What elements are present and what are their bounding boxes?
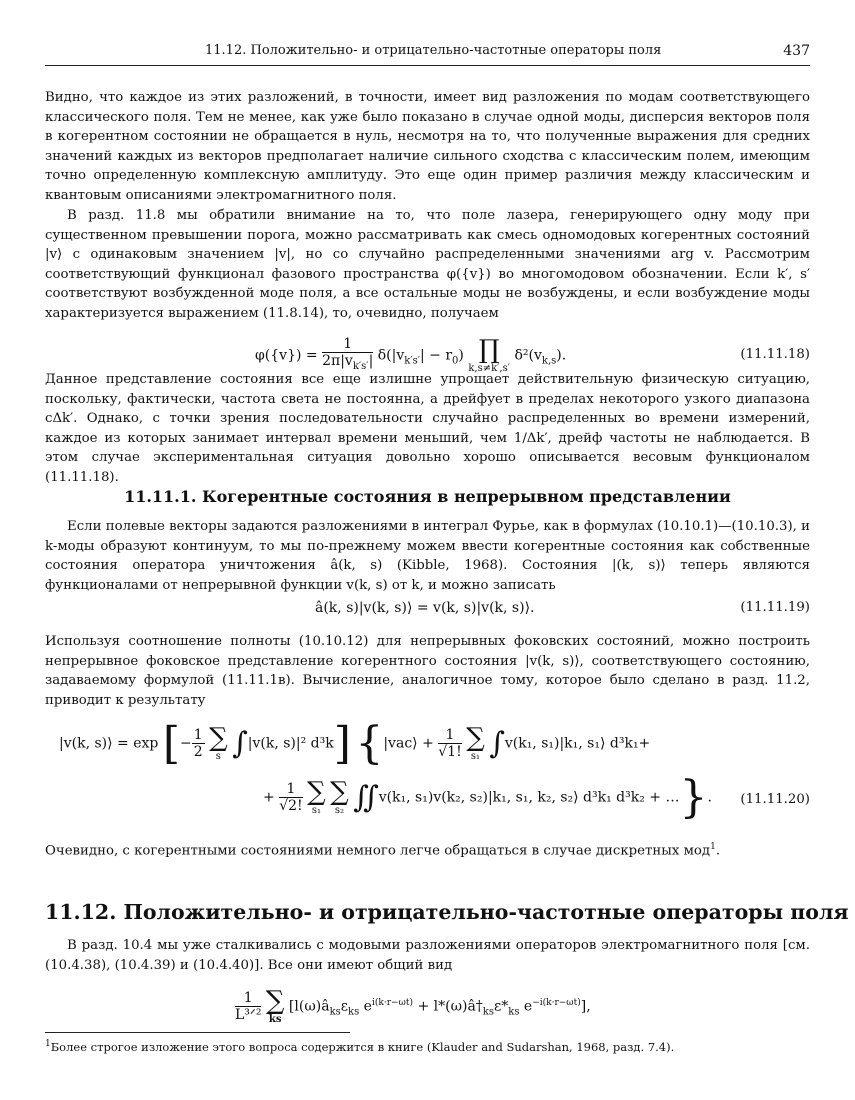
eq1-fraction: $\frac{1}{2\pi|v_{k's'}|}$ [322, 336, 374, 372]
eq3-line-2: + $\frac{1}{√2!}$ ∑ s₁ ∑ s₂ ∬v(k₁, s₁)v(k₂, s₂)|k₁, s₁, k₂, s₂⟩ d³k₁ d³k₂ + …}. [263, 772, 712, 823]
paragraph-3: Данное представление состояния все еще излишне упрощает действительную физическую ситуацию, поскольку, фактически, частота света не постоянна, а дрейфует в пределах некоторого узкого диапазона cΔk′. Однако, с точки зрения последовательности случайно распределенных во времени измерений, каждое из которых занимает интервал времени меньший, чем 1/Δk′, дрейф частоты не наблюдается. В этом случае экспериментальная ситуация довольно хорошо описывается весовым функционалом (11.11.18). [45, 372, 810, 485]
running-header [45, 43, 810, 66]
footnote [45, 1037, 810, 1055]
section-title: 11.12. Положительно- и отрицательно-частотные операторы поля [45, 900, 849, 924]
footnote-ref[interactable]: 1 [710, 842, 716, 852]
paragraph-1: Видно, что каждое из этих разложений, в точности, имеет вид разложения по модам соответствующего классического поля. Тем не менее, как уже было показано в случае одной моды, дисперсия векторов поля в когерентном состоянии не обращается в нуль, несмотря на то, что полученные выражения для средних значений каждых из векторов предполагает наличие сильного сходства с классическим полем, имеющим точно определенную комплексную амплитуду. Это еще один пример различия между классическим и квантовым описаниями электромагнитного поля. [45, 90, 810, 203]
equation-11-11-18: φ({v}) = $\frac{1}{2\pi|v_{k's'}|}$ $\delta(|v_{k's'}| - r_0)$ ∏ k,s≠k′,s′ $\delta^2(v_{k,s})$. (11.11.18) [255, 335, 810, 374]
footnote-rule [45, 1032, 350, 1033]
paragraph-4: Если полевые векторы задаются разложениями в интеграл Фурье, как в формулах (10.10.1)—(10.10.3), и k-моды образуют континуум, то мы по-прежнему можем ввести когерентные состояния как собственные состояния оператора уничтожения â(k, s) (Kibble, 1968). Состояния |(k, s)⟩ теперь являются функционалами от непрерывной функции v(k, s) от k, и можно записать [45, 519, 810, 593]
subsection-title: 11.11.1. Когерентные состояния в непрерывном представлении [124, 487, 731, 506]
equation-11-11-19: â(k, s)|v(k, s)⟩ = v(k, s)|v(k, s)⟩. (11.11.19) [315, 600, 810, 616]
eq1-product: ∏ k,s≠k′,s′ [468, 335, 511, 374]
equation-11-11-20 [45, 718, 810, 828]
equation-mode-expansion: $\frac{1}{\text{L³ᐟ²}}$ ∑ ks [$l(\omega)â_{ks}\varepsilon_{ks}$ $e^{i(k\cdot r-\omega t)}$ + $l*(\omega)â\dagger_{ks}\varepsilon*_{ks}$ $e^{-i(k\cdot r-\omega t)}$], [235, 986, 591, 1025]
equation-number: (11.11.18) [740, 347, 810, 362]
paragraph-6: Очевидно, с когерентными состояниями немного легче обращаться в случае дискретных мод$^1$. [45, 842, 721, 859]
running-title: 11.12. Положительно- и отрицательно-частотные операторы поля [205, 43, 662, 58]
equation-number: (11.11.19) [740, 600, 810, 615]
paragraph-5: Используя соотношение полноты (10.10.12) для непрерывных фоковских состояний, можно построить непрерывное фоковское представление когерентного состояния |v(k, s)⟩, соответствующего состоянию, задаваемому формулой (11.11.1в). Вычисление, аналогичное тому, которое было сделано в разд. 11.2, приводит к результату [45, 634, 810, 708]
page-number: 437 [783, 43, 810, 59]
paragraph-7: В разд. 10.4 мы уже сталкивались с модовыми разложениями операторов электромагнитного поля [см. (10.4.38), (10.4.39) и (10.4.40)]. Все они имеют общий вид [45, 938, 810, 973]
eq1-lhs: φ({v}) = [255, 347, 318, 364]
equation-number: (11.11.20) [740, 792, 810, 807]
eq3-line-1: |v(k, s)⟩ = exp [− $\frac{1}{2}$ ∑ s ∫|v(k, s)|² d³k] {|vac⟩ + $\frac{1}{√1!}$ ∑ s₁ ∫v(k₁, s₁)|k₁, s₁⟩ d³k₁+ [59, 718, 651, 769]
footnote-mark: 1 [45, 1039, 51, 1049]
footnote-text: Более строгое изложение этого вопроса содержится в книге (Klauder and Sudarshan, 1968, разд. 7.4). [50, 1039, 675, 1054]
paragraph-2: В разд. 11.8 мы обратили внимание на то, что поле лазера, генерирующего одну моду при существенном превышении порога, можно рассматривать как смесь одномодовых когерентных состояний |v⟩ с одинаковым значением |v|, но со случайно распределенными значениями arg v. Рассмотрим соответствующий функционал фазового пространства φ({v}) во многомодовом обозначении. Если k′, s′ соответствуют возбужденной моде поля, а все остальные моды не возбуждены, и если возбуждение моды характеризуется выражением (11.8.14), то, очевидно, получаем [45, 208, 810, 321]
